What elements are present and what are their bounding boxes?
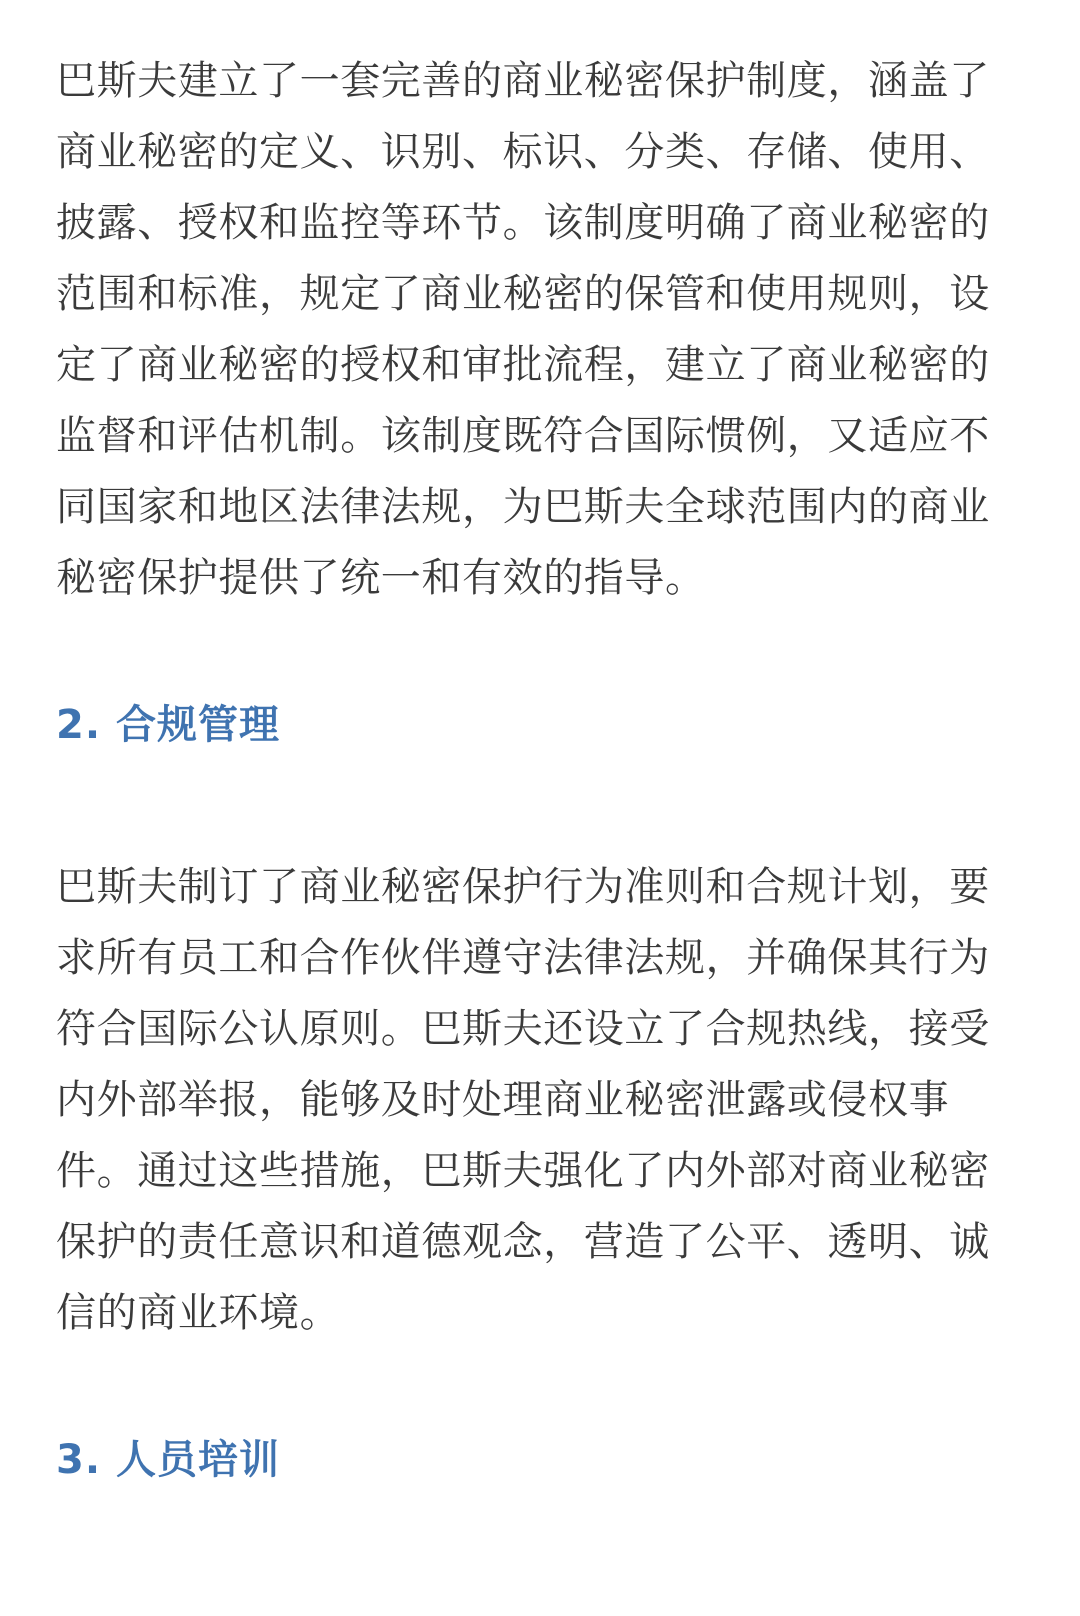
paragraph-line: 秘密保护提供了统一和有效的指导。 — [56, 555, 706, 601]
section-heading-training: 3. 人员培训 — [56, 1437, 280, 1483]
paragraph-line: 同国家和地区法律法规，为巴斯夫全球范围内的商业 — [56, 484, 990, 530]
paragraph-trade-secret-system — [56, 46, 1036, 614]
section-heading-compliance: 2. 合规管理 — [56, 702, 280, 748]
paragraph-line: 求所有员工和合作伙伴遵守法律法规，并确保其行为 — [56, 935, 990, 981]
paragraph-line: 商业秘密的定义、识别、标识、分类、存储、使用、 — [56, 129, 990, 175]
paragraph-line: 保护的责任意识和道德观念，营造了公平、透明、诚 — [56, 1219, 990, 1265]
paragraph-line: 披露、授权和监控等环节。该制度明确了商业秘密的 — [56, 200, 990, 246]
paragraph-line: 巴斯夫制订了商业秘密保护行为准则和合规计划，要 — [56, 864, 990, 910]
paragraph-line: 内外部举报，能够及时处理商业秘密泄露或侵权事 — [56, 1077, 950, 1123]
paragraph-compliance — [56, 852, 1036, 1349]
paragraph-line: 信的商业环境。 — [56, 1290, 341, 1336]
paragraph-line: 范围和标准，规定了商业秘密的保管和使用规则，设 — [56, 271, 990, 317]
paragraph-line: 监督和评估机制。该制度既符合国际惯例，又适应不 — [56, 413, 990, 459]
paragraph-line: 符合国际公认原则。巴斯夫还设立了合规热线，接受 — [56, 1006, 990, 1052]
paragraph-line: 件。通过这些措施，巴斯夫强化了内外部对商业秘密 — [56, 1148, 990, 1194]
paragraph-line: 巴斯夫建立了一套完善的商业秘密保护制度，涵盖了 — [56, 58, 990, 104]
paragraph-line: 定了商业秘密的授权和审批流程，建立了商业秘密的 — [56, 342, 990, 388]
